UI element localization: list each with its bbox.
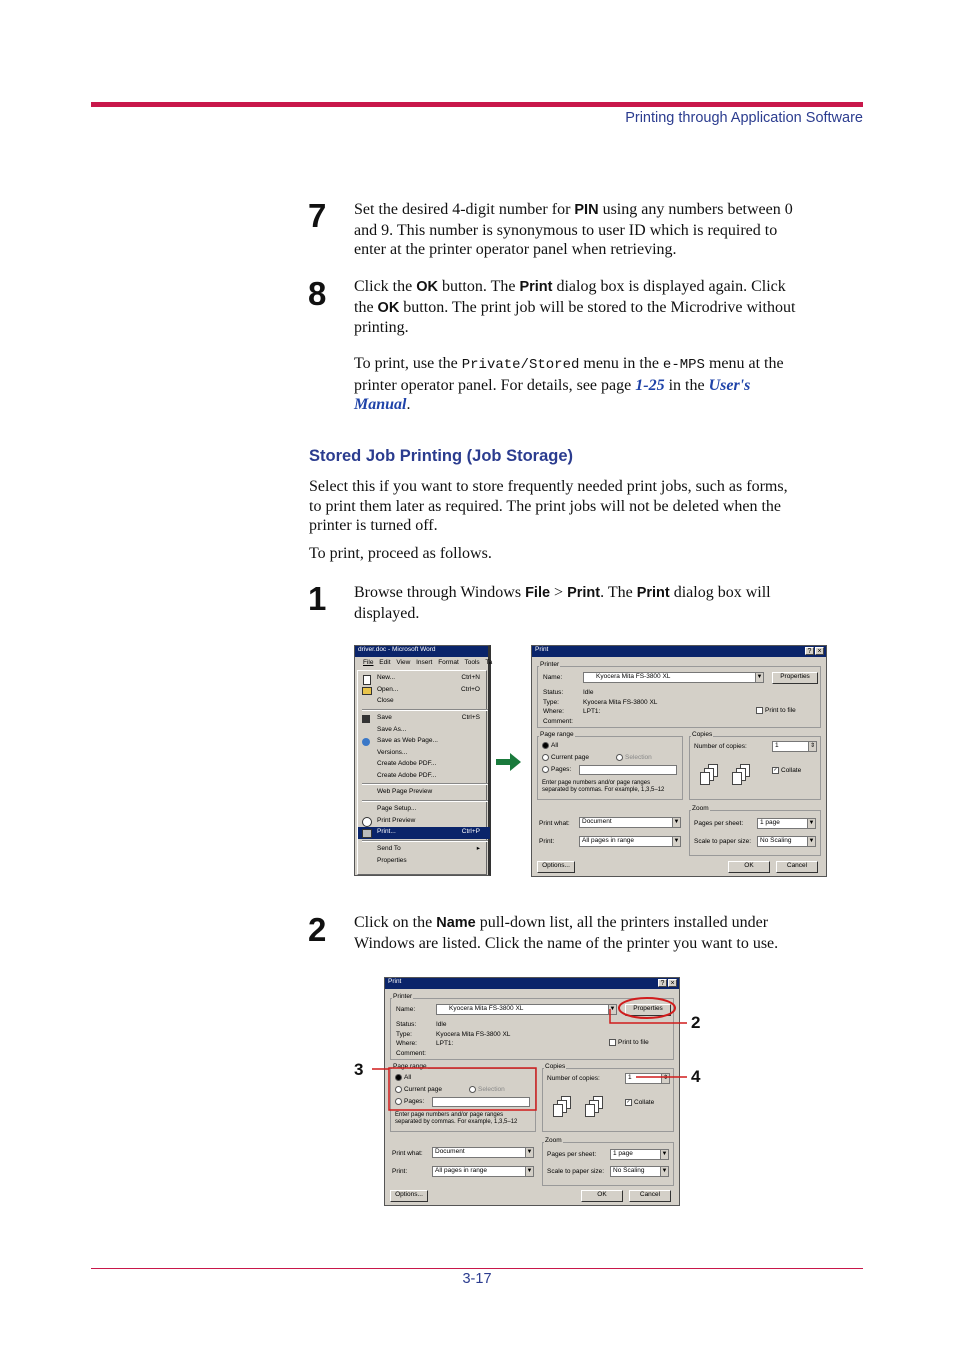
print-what-dropdown[interactable]: Document ▼ bbox=[579, 817, 681, 828]
step-number-8: 8 bbox=[308, 275, 327, 312]
pages-per-sheet-dropdown[interactable]: 1 page ▼ bbox=[610, 1149, 669, 1160]
range-hint: Enter page numbers and/or page ranges separated by commas. For example, 1,3,5–12 bbox=[542, 780, 665, 793]
copies-label: Copies bbox=[692, 731, 713, 738]
close-icon[interactable]: × bbox=[668, 979, 677, 987]
options-button[interactable]: Options... bbox=[390, 1190, 428, 1202]
printer-info-values: Idle Kyocera Mita FS-3800 XL LPT1: bbox=[583, 689, 658, 715]
copies-spinner[interactable]: 1 ⇕ bbox=[625, 1073, 670, 1084]
chevron-down-icon: ▼ bbox=[673, 838, 680, 844]
menu-item-send-to[interactable]: Send To ▸ bbox=[377, 845, 480, 852]
footer-rule bbox=[91, 1268, 863, 1269]
new-document-icon bbox=[363, 675, 371, 685]
page-range-highlight-box bbox=[389, 1068, 536, 1110]
callout-4-label: 4 bbox=[691, 1067, 701, 1086]
users-manual-link-cont[interactable]: Manual bbox=[354, 396, 407, 413]
magnifier-icon bbox=[362, 817, 372, 827]
menu-tools[interactable]: Tools bbox=[464, 659, 480, 666]
step-8-text: Click the OK button. The Print dialog box is displayed again. Click the OK button. The print job will be stored to the Microdrive without printing. bbox=[354, 278, 796, 336]
menu-view[interactable]: View bbox=[396, 659, 411, 666]
collate-page-icon bbox=[732, 772, 742, 785]
zoom-label: Zoom bbox=[692, 805, 709, 812]
scale-label: Scale to paper size: bbox=[694, 838, 752, 845]
collate-checkbox[interactable]: ✓ Collate bbox=[626, 1099, 655, 1107]
menu-separator bbox=[362, 783, 488, 785]
menu-separator bbox=[362, 840, 488, 842]
step-1-text: Browse through Windows File > Print. The Print dialog box will displayed. bbox=[354, 584, 771, 622]
radio-pages[interactable]: Pages: bbox=[395, 1098, 424, 1106]
print-to-file-checkbox[interactable]: Print to file bbox=[609, 1039, 649, 1047]
radio-current-page[interactable]: Current page bbox=[542, 754, 589, 762]
callout-2-label: 2 bbox=[691, 1013, 701, 1032]
callout-annotations bbox=[360, 995, 705, 1115]
chevron-down-icon: ▼ bbox=[661, 1168, 668, 1174]
arrow-right-icon bbox=[496, 753, 522, 771]
print-range-dropdown[interactable]: All pages in range ▼ bbox=[432, 1166, 534, 1177]
print-what-dropdown[interactable]: Document ▼ bbox=[432, 1147, 534, 1158]
menu-item-open[interactable]: Open... Ctrl+O bbox=[377, 685, 480, 693]
step-number-7: 7 bbox=[308, 197, 327, 234]
chevron-down-icon: ▼ bbox=[673, 819, 680, 825]
radio-pages[interactable]: Pages: bbox=[542, 766, 571, 774]
word-titlebar: driver.doc - Microsoft Word bbox=[355, 646, 488, 657]
zoom-group bbox=[689, 810, 821, 856]
chevron-down-icon: ▼ bbox=[808, 838, 815, 844]
save-disk-icon bbox=[362, 715, 370, 723]
printer-group-label: Printer bbox=[393, 993, 413, 1000]
step-number-1: 1 bbox=[308, 580, 327, 617]
page-range-label: Page range bbox=[393, 1063, 427, 1070]
printer-name-dropdown[interactable]: Kyocera Mita FS-3800 XL ▼ bbox=[583, 672, 764, 683]
menu-item-properties[interactable]: Properties bbox=[377, 856, 407, 864]
options-button[interactable]: Options... bbox=[537, 861, 575, 873]
printer-group-label: Printer bbox=[540, 661, 560, 668]
menu-file[interactable]: File bbox=[363, 659, 374, 666]
properties-highlight-ellipse bbox=[619, 998, 675, 1018]
radio-all[interactable]: All bbox=[542, 742, 558, 750]
web-globe-icon bbox=[362, 738, 370, 746]
chevron-down-icon: ▼ bbox=[609, 1006, 616, 1012]
collate-page-icon bbox=[700, 772, 710, 785]
copies-spinner[interactable]: 1 ⇕ bbox=[772, 741, 817, 752]
open-folder-icon bbox=[362, 687, 372, 695]
pages-per-sheet-label: Pages per sheet: bbox=[547, 1151, 597, 1158]
menu-item-save-as[interactable]: Save As... bbox=[377, 725, 407, 733]
menu-item-versions[interactable]: Versions... bbox=[377, 748, 408, 756]
pages-per-sheet-dropdown[interactable]: 1 page ▼ bbox=[757, 818, 816, 829]
step-8-note: To print, use the Private/Stored menu in the e-MPS menu at the printer operator panel. For details, see page 1-25 in the User's Manual. bbox=[354, 355, 784, 413]
word-menubar bbox=[363, 659, 492, 669]
step-2-text: Click on the Name pull-down list, all the printers installed under Windows are listed. Click the name of the printer you want to use. bbox=[354, 914, 779, 952]
menu-item-print[interactable]: Print... Ctrl+P bbox=[358, 827, 490, 839]
step-7-text: Set the desired 4-digit number for PIN using any numbers between 0 and 9. This number is synonymous to user ID which is required to enter at the printer operator panel when retrieving. bbox=[354, 201, 793, 258]
radio-current-page[interactable]: Current page bbox=[395, 1086, 442, 1094]
cancel-button[interactable]: Cancel bbox=[776, 861, 818, 873]
scale-dropdown[interactable]: No Scaling ▼ bbox=[610, 1166, 669, 1177]
spinner-arrows-icon: ⇕ bbox=[809, 743, 816, 749]
chevron-down-icon: ▼ bbox=[756, 674, 763, 680]
close-icon[interactable]: × bbox=[815, 647, 824, 655]
print-what-label: Print what: bbox=[392, 1150, 423, 1157]
properties-button[interactable]: Properties bbox=[625, 1004, 671, 1016]
menu-item-close[interactable]: Close bbox=[377, 697, 394, 704]
printer-info-values: Idle Kyocera Mita FS-3800 XL LPT1: bbox=[436, 1021, 511, 1047]
chevron-down-icon: ▼ bbox=[526, 1168, 533, 1174]
radio-selection[interactable]: Selection bbox=[469, 1086, 505, 1094]
menu-item-print-preview[interactable]: Print Preview bbox=[377, 816, 416, 824]
callout-3-label: 3 bbox=[354, 1060, 364, 1079]
printer-icon bbox=[362, 829, 372, 838]
collate-checkbox[interactable]: ✓ Collate bbox=[773, 767, 802, 775]
menu-item-save[interactable]: Save Ctrl+S bbox=[377, 714, 480, 721]
pages-per-sheet-label: Pages per sheet: bbox=[694, 820, 744, 827]
menu-edit[interactable]: Edit bbox=[379, 659, 391, 666]
menu-item-new[interactable]: New... Ctrl+N bbox=[377, 674, 480, 681]
section-paragraph: Select this if you want to store frequently needed print jobs, such as forms, to print them later as required. The print jobs will not be deleted when the printer is turned off. bbox=[309, 478, 788, 534]
help-button[interactable]: ? bbox=[805, 647, 814, 655]
number-of-copies-label: Number of copies: bbox=[694, 743, 747, 750]
section-heading: Stored Job Printing (Job Storage) bbox=[309, 447, 574, 465]
ok-button[interactable]: OK bbox=[728, 861, 770, 873]
zoom-label: Zoom bbox=[545, 1137, 562, 1144]
print-to-file-checkbox[interactable]: Print to file bbox=[756, 707, 796, 715]
scale-label: Scale to paper size: bbox=[547, 1168, 605, 1175]
word-file-menu-screenshot bbox=[354, 645, 491, 876]
pages-input[interactable] bbox=[579, 765, 677, 775]
cancel-button[interactable]: Cancel bbox=[629, 1190, 671, 1202]
range-hint: Enter page numbers and/or page ranges separated by commas. For example, 1,3,5–12 bbox=[395, 1112, 518, 1125]
page-link[interactable]: 1-25 bbox=[635, 376, 665, 394]
print-dialog-titlebar: Print ? × bbox=[532, 646, 826, 657]
name-label: Name: bbox=[396, 1006, 416, 1013]
chevron-down-icon: ▼ bbox=[526, 1149, 533, 1155]
number-of-copies-label: Number of copies: bbox=[547, 1075, 600, 1082]
file-menu-dropdown bbox=[357, 670, 487, 875]
menu-item-save-web[interactable]: Save as Web Page... bbox=[377, 737, 438, 744]
print-label: Print: bbox=[392, 1168, 408, 1175]
chevron-down-icon: ▼ bbox=[661, 1151, 668, 1157]
menu-separator bbox=[362, 709, 488, 711]
help-button[interactable]: ? bbox=[658, 979, 667, 987]
properties-button[interactable]: Properties bbox=[772, 672, 818, 684]
radio-selection[interactable]: Selection bbox=[616, 754, 652, 762]
section-paragraph-2: To print, proceed as follows. bbox=[309, 545, 492, 562]
radio-all[interactable]: All bbox=[395, 1074, 411, 1082]
printer-info-labels: Status: Type: Where: Comment: bbox=[543, 689, 573, 725]
printer-info-labels: Status: Type: Where: Comment: bbox=[396, 1021, 426, 1057]
spinner-arrows-icon: ⇕ bbox=[662, 1075, 669, 1081]
print-what-label: Print what: bbox=[539, 820, 570, 827]
header-title: Printing through Application Software bbox=[625, 110, 863, 126]
printer-name-dropdown[interactable]: Kyocera Mita FS-3800 XL ▼ bbox=[436, 1004, 617, 1015]
name-label: Name: bbox=[543, 674, 563, 681]
scale-dropdown[interactable]: No Scaling ▼ bbox=[757, 836, 816, 847]
copies-label: Copies bbox=[545, 1063, 566, 1070]
menu-item-web-preview[interactable]: Web Page Preview bbox=[377, 788, 433, 795]
chevron-down-icon: ▼ bbox=[808, 820, 815, 826]
menu-item-create-pdf[interactable]: Create Adobe PDF... bbox=[377, 760, 437, 767]
print-range-dropdown[interactable]: All pages in range ▼ bbox=[579, 836, 681, 847]
menu-item-create-pdf-2[interactable]: Create Adobe PDF... bbox=[377, 771, 437, 779]
header-rule bbox=[91, 102, 863, 107]
page-number: 3-17 bbox=[462, 1271, 492, 1287]
menu-insert[interactable]: Insert bbox=[416, 659, 433, 666]
menu-table[interactable]: Ta bbox=[485, 659, 493, 666]
menu-separator bbox=[362, 800, 488, 802]
ok-button[interactable]: OK bbox=[581, 1190, 623, 1202]
menu-item-page-setup[interactable]: Page Setup... bbox=[377, 805, 417, 812]
print-dialog-screenshot bbox=[531, 645, 827, 877]
page-range-label: Page range bbox=[540, 731, 574, 738]
users-manual-link[interactable]: User's bbox=[708, 376, 751, 394]
step-number-2: 2 bbox=[308, 911, 327, 948]
menu-format[interactable]: Format bbox=[438, 659, 459, 666]
print-label: Print: bbox=[539, 838, 555, 845]
print-dialog-titlebar: Print ? × bbox=[385, 978, 679, 989]
